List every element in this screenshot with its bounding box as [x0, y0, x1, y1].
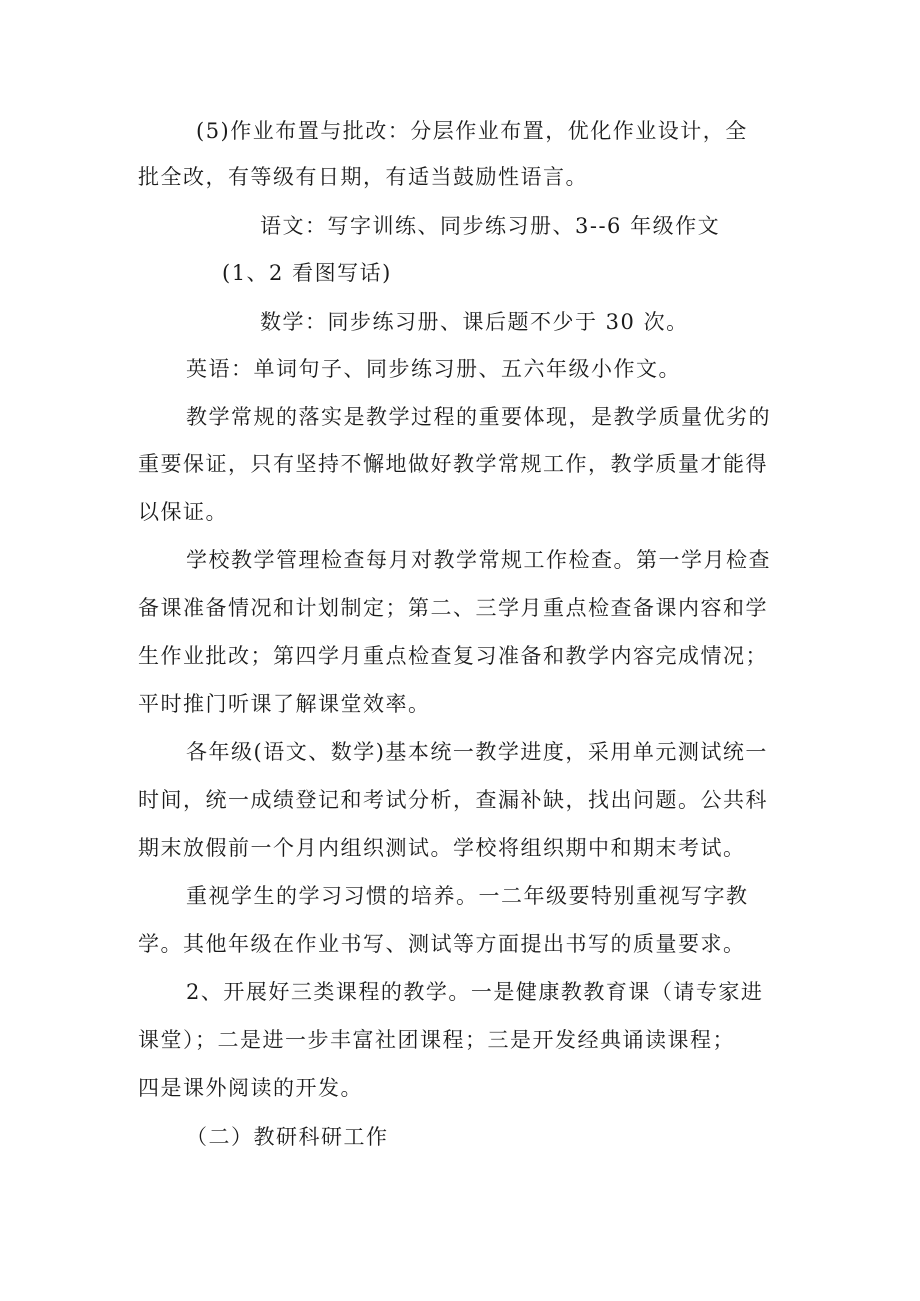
text-line-10: 学校教学管理检查每月对教学常规工作检查。第一学月检查 — [186, 548, 771, 572]
text-line-21: 四是课外阅读的开发。 — [138, 1076, 363, 1100]
section-heading: （二）教研科研工作 — [186, 1125, 389, 1149]
text-line-15: 时间，统一成绩登记和考试分析，查漏补缺，找出问题。公共科 — [138, 788, 768, 812]
text-line-3: 语文：写字训练、同步练习册、3--6 年级作文 — [260, 214, 721, 238]
text-line-1: (5)作业布置与批改：分层作业布置，优化作业设计，全 — [196, 119, 748, 143]
text-line-19: 2、开展好三类课程的教学。一是健康教教育课（请专家进 — [186, 980, 764, 1004]
text-line-17: 重视学生的学习习惯的培养。一二年级要特别重视写字教 — [186, 884, 749, 908]
text-line-4: (1、2 看图写话) — [222, 261, 392, 285]
text-line-18: 学。其他年级在作业书写、测试等方面提出书写的质量要求。 — [138, 932, 746, 956]
text-line-8: 重要保证，只有坚持不懈地做好教学常规工作，教学质量才能得 — [138, 452, 768, 476]
text-line-13: 平时推门听课了解课堂效率。 — [138, 692, 431, 716]
text-line-7: 教学常规的落实是教学过程的重要体现，是教学质量优劣的 — [186, 405, 771, 429]
text-line-5: 数学：同步练习册、课后题不少于 30 次。 — [260, 310, 689, 334]
text-line-16: 期末放假前一个月内组织测试。学校将组织期中和期末考试。 — [138, 836, 746, 860]
text-line-6: 英语：单词句子、同步练习册、五六年级小作文。 — [186, 357, 681, 381]
text-line-2: 批全改，有等级有日期，有适当鼓励性语言。 — [138, 165, 588, 189]
text-line-20: 课堂）；二是进一步丰富社团课程；三是开发经典诵读课程； — [138, 1028, 735, 1052]
text-line-12: 生作业批改；第四学月重点检查复习准备和教学内容完成情况； — [138, 644, 768, 668]
text-line-11: 备课准备情况和计划制定；第二、三学月重点检查备课内容和学 — [138, 596, 768, 620]
text-line-9: 以保证。 — [138, 500, 228, 524]
text-line-14: 各年级(语文、数学)基本统一教学进度，采用单元测试统一 — [186, 740, 768, 764]
